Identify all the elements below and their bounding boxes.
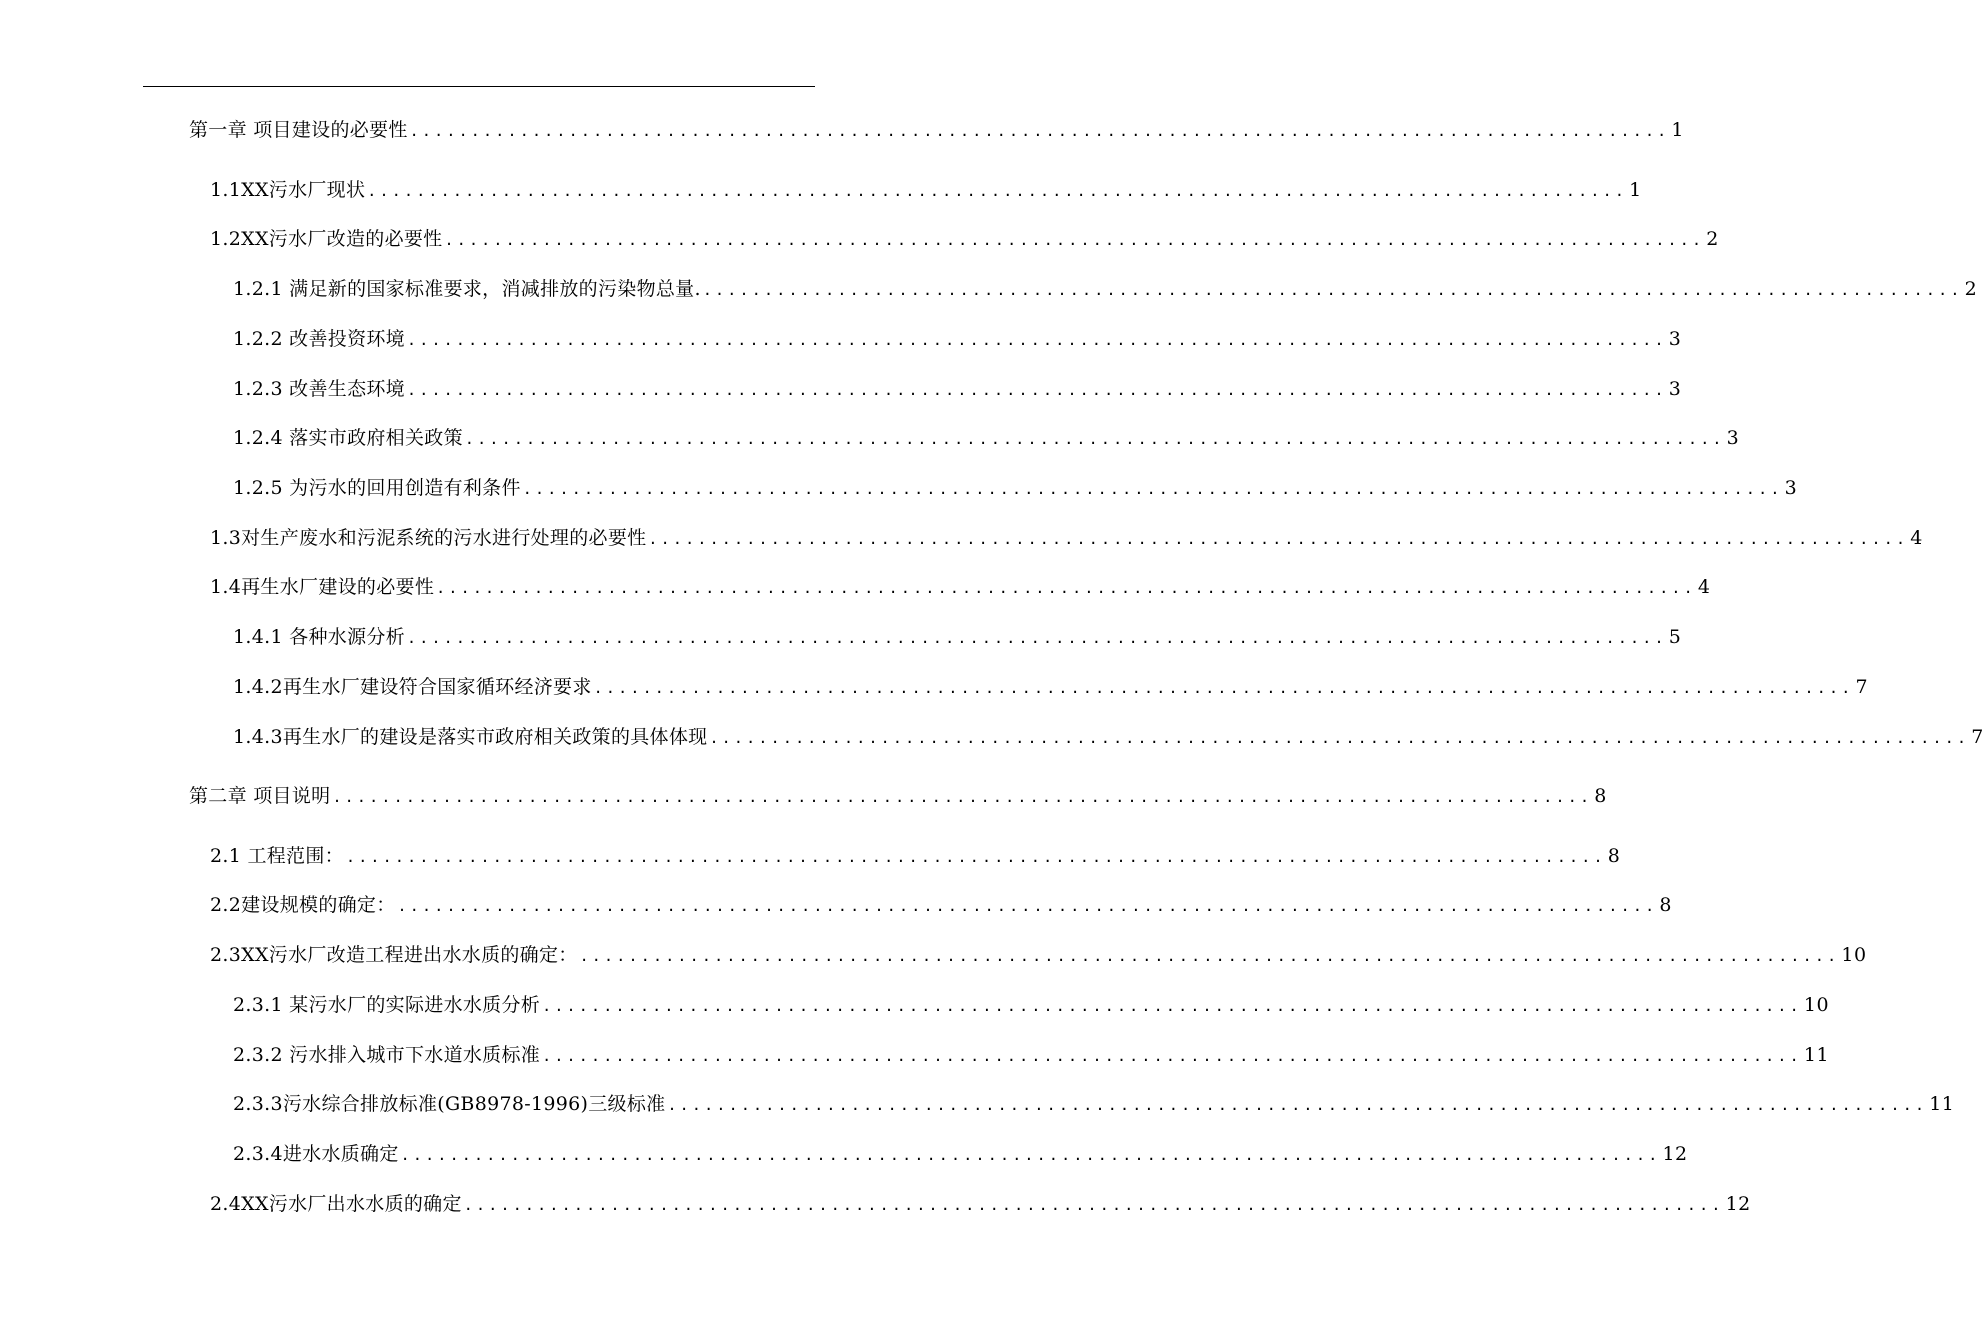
- toc-entry-title: 1.1XX污水厂现状: [210, 179, 366, 201]
- toc-entry-title: 1.2.4 落实市政府相关政策: [233, 427, 463, 449]
- toc-entry-page: 3: [1784, 477, 1798, 499]
- dot-leader: .......................................................................................................: [332, 788, 1593, 806]
- dot-leader: .......................................................................................................: [406, 331, 1667, 349]
- dot-leader: .......................................................................................................: [709, 729, 1970, 747]
- toc-entry-title: 2.3.2 污水排入城市下水道水质标准: [233, 1044, 541, 1066]
- toc-entry[interactable]: [233, 473, 1798, 503]
- toc-entry-page: 10: [1841, 944, 1867, 966]
- toc-entry-page: 8: [1659, 894, 1672, 916]
- dot-leader: .......................................................................................................: [593, 679, 1854, 697]
- toc-entry[interactable]: [233, 672, 1869, 702]
- toc-entry-title: 2.3.3污水综合排放标准(GB8978-1996)三级标准: [233, 1093, 666, 1115]
- toc-entry-page: 4: [1910, 527, 1923, 549]
- toc-entry-page: 8: [1607, 845, 1621, 867]
- dot-leader: .......................................................................................................: [409, 122, 1670, 140]
- toc-entry[interactable]: [233, 622, 1682, 652]
- toc-entry[interactable]: [233, 1040, 1830, 1070]
- toc-entry[interactable]: [233, 722, 1984, 752]
- toc-entry-page: 11: [1803, 1044, 1830, 1066]
- toc-entry-title: 1.4.1 各种水源分析: [233, 626, 405, 648]
- dot-leader: .......................................................................................................: [542, 997, 1802, 1015]
- toc-entry[interactable]: [189, 781, 1607, 811]
- dot-leader: .......................................................................................................: [522, 480, 1783, 498]
- toc-entry-title: 1.4.3再生水厂的建设是落实市政府相关政策的具体体现: [233, 726, 708, 748]
- toc-entry-page: 8: [1594, 785, 1607, 807]
- toc-entry[interactable]: [233, 324, 1682, 354]
- dot-leader: .......................................................................................................: [667, 1096, 1928, 1114]
- toc-entry-page: 2: [1964, 278, 1978, 300]
- dot-leader: .......................................................................................................: [397, 897, 1658, 915]
- dot-leader: .......................................................................................................: [406, 629, 1667, 647]
- toc-entry-page: 3: [1668, 328, 1682, 350]
- toc-entry-page: 12: [1725, 1193, 1751, 1215]
- toc-entry-title: 1.4再生水厂建设的必要性: [210, 576, 435, 598]
- dot-leader: .......................................................................................................: [444, 231, 1705, 249]
- toc-entry-title: 1.3对生产废水和污泥系统的污水进行处理的必要性: [210, 527, 647, 549]
- toc-entry[interactable]: [210, 224, 1719, 254]
- toc-entry[interactable]: [210, 1189, 1751, 1219]
- toc-entry[interactable]: [210, 940, 1867, 970]
- toc-entry[interactable]: [233, 1089, 1955, 1119]
- dot-leader: .......................................................................................................: [436, 579, 1696, 597]
- toc-entry-title: 第一章 项目建设的必要性: [189, 119, 408, 141]
- toc-entry-page: 4: [1697, 576, 1711, 598]
- dot-leader: .......................................................................................................: [542, 1047, 1802, 1065]
- toc-entry[interactable]: [210, 175, 1642, 205]
- dot-leader: .......................................................................................................: [579, 947, 1840, 965]
- toc-entry-page: 1: [1629, 179, 1642, 201]
- toc-entry[interactable]: [233, 1139, 1688, 1169]
- toc-entry-page: 7: [1855, 676, 1869, 698]
- toc-entry-page: 10: [1803, 994, 1830, 1016]
- dot-leader: .......................................................................................................: [702, 281, 1963, 299]
- toc-entry[interactable]: [189, 115, 1685, 145]
- toc-entry-page: 1: [1671, 119, 1685, 141]
- toc-entry-page: 12: [1662, 1143, 1688, 1165]
- toc-entry-title: 1.2.3 改善生态环境: [233, 378, 405, 400]
- toc-entry[interactable]: [210, 572, 1711, 602]
- toc-entry[interactable]: [210, 841, 1621, 871]
- toc-entry-title: 2.3.1 某污水厂的实际进水水质分析: [233, 994, 541, 1016]
- toc-entry-title: 1.4.2再生水厂建设符合国家循环经济要求: [233, 676, 592, 698]
- toc-entry-page: 3: [1726, 427, 1740, 449]
- toc-entry[interactable]: [210, 523, 1923, 553]
- dot-leader: .......................................................................................................: [367, 182, 1628, 200]
- toc-entry-title: 1.2XX污水厂改造的必要性: [210, 228, 443, 250]
- toc-entry-title: 1.2.2 改善投资环境: [233, 328, 405, 350]
- toc-entry-title: 2.3XX污水厂改造工程进出水水质的确定：: [210, 944, 578, 966]
- dot-leader: .......................................................................................................: [648, 530, 1909, 548]
- toc-entry[interactable]: [233, 374, 1682, 404]
- dot-leader: .......................................................................................................: [464, 430, 1725, 448]
- toc-entry[interactable]: [233, 274, 1978, 304]
- toc-entry-page: 7: [1971, 726, 1984, 748]
- dot-leader: .......................................................................................................: [463, 1196, 1724, 1214]
- toc-entry-page: 5: [1668, 626, 1682, 648]
- toc-entry-page: 3: [1668, 378, 1682, 400]
- toc-entry[interactable]: [210, 890, 1672, 920]
- dot-leader: .......................................................................................................: [406, 381, 1667, 399]
- toc-entry-page: 2: [1706, 228, 1719, 250]
- dot-leader: .......................................................................................................: [400, 1146, 1661, 1164]
- toc-entry-title: 1.2.1 满足新的国家标准要求，消减排放的污染物总量.: [233, 278, 701, 300]
- dot-leader: .......................................................................................................: [345, 848, 1606, 866]
- toc-entry-page: 11: [1929, 1093, 1955, 1115]
- toc-entry-title: 1.2.5 为污水的回用创造有利条件: [233, 477, 521, 499]
- toc-entry-title: 2.4XX污水厂出水水质的确定: [210, 1193, 462, 1215]
- toc-entry-title: 2.1 工程范围：: [210, 845, 344, 867]
- toc-entry-title: 第二章 项目说明: [189, 785, 331, 807]
- toc-entry-title: 2.2建设规模的确定：: [210, 894, 396, 916]
- toc-entry-title: 2.3.4进水水质确定: [233, 1143, 399, 1165]
- toc-entry[interactable]: [233, 423, 1740, 453]
- toc-entry[interactable]: [233, 990, 1830, 1020]
